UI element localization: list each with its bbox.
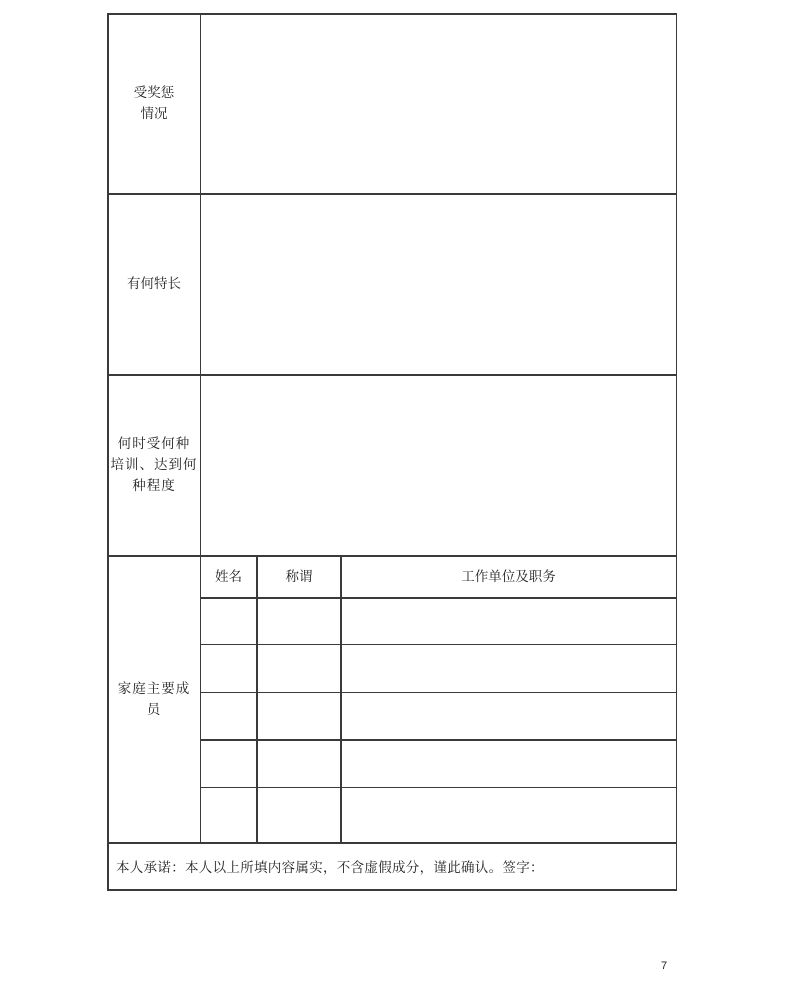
family-row-3-relation[interactable] [258,693,340,739]
label-line: 何时受何种 [117,436,191,452]
awards-penalties-field[interactable] [201,14,675,193]
family-row-5-name[interactable] [201,788,256,842]
column-header-name: 姓名 [215,568,242,585]
family-row-3-name[interactable] [201,693,256,739]
training-label [108,376,200,555]
family-row-5-employer[interactable] [342,788,675,842]
family-row-5-relation[interactable] [258,788,340,842]
family-row-2-name[interactable] [201,645,256,691]
family-row-1-employer[interactable] [342,599,675,643]
family-row-2-employer[interactable] [342,645,675,691]
label-line: 情况 [140,105,168,122]
page-number: 7 [661,960,668,972]
awards-penalties-label [108,14,200,193]
family-row-4-relation[interactable] [258,741,340,786]
family-members-label [108,557,200,842]
label-line: 受奖惩 [133,84,175,101]
family-row-1-name[interactable] [201,599,256,643]
label-line: 家庭主要成 [117,680,191,697]
label-line: 有何特长 [127,276,181,292]
training-field[interactable] [201,376,675,555]
label-line: 种程度 [132,478,176,494]
pledge-statement: 本人承诺：本人以上所填内容属实，不含虚假成分，谨此确认。签字： [116,860,544,876]
column-header-employer: 工作单位及职务 [461,568,556,585]
special-skills-label [108,195,200,374]
family-row-1-relation[interactable] [258,599,340,643]
table-border-bottom [107,889,677,891]
family-row-4-name[interactable] [201,741,256,786]
family-row-4-employer[interactable] [342,741,675,786]
column-header-relation: 称谓 [285,568,313,585]
table-border-right [676,13,678,890]
special-skills-field[interactable] [201,195,675,374]
label-line: 员 [146,701,162,718]
family-row-3-employer[interactable] [342,693,675,739]
label-line: 培训、达到何 [110,457,198,473]
family-row-2-relation[interactable] [258,645,340,691]
